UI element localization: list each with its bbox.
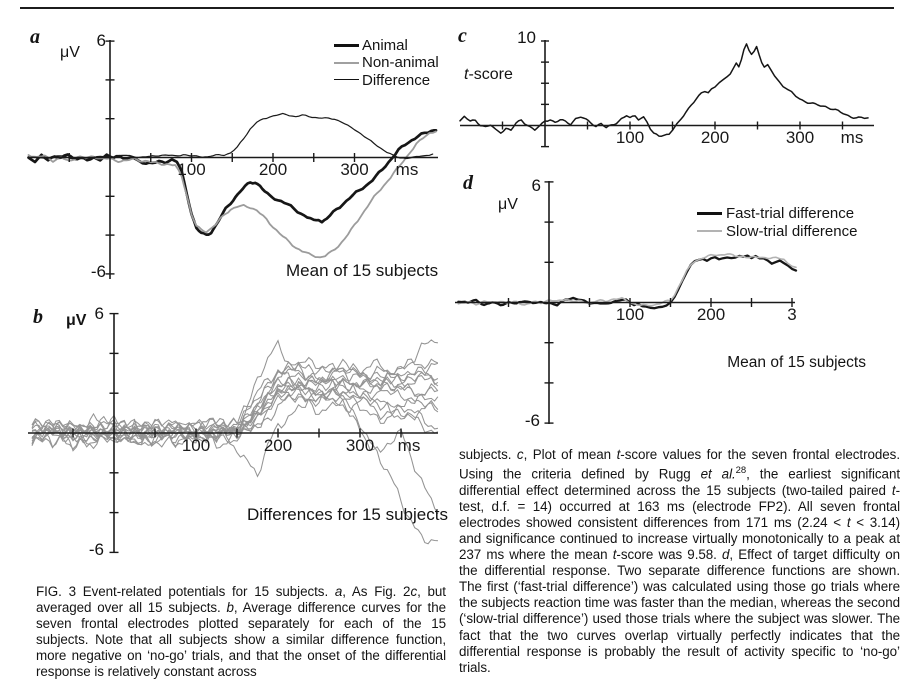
panel-d-y-max-label: 6 <box>531 176 541 195</box>
legend-line-slow-trial <box>697 230 722 232</box>
figure-caption-right: subjects. c, Plot of mean t-score values for the seven frontal electrodes. Using the criteria defined by Rugg et al.$^{28}$, the earliest significant differential effect determined across the 15 subjects (two-tailed paired t-test, d.f. = 14) occurred at 163 ms (electrode FP2). All seven frontal electrodes showed consistent differences from 171 ms (2.24 < t < 3.14) and significance continued to increase virtually monotonically to a peak at 237 ms where the mean t-score was 9.58. d, Effect of target difficulty on the differential response. Two separate difference functions are shown. The first (‘fast-trial difference’) was calculated using those go trials where the subjects reaction time was faster than the median, whereas the second (‘slow-trial difference’) used those trials where the subject was slower. The fact that the two curves overlap virtually perfectly indicates that the differential response is probably the result of activity specific to ‘no-go’ trials. <box>459 447 901 675</box>
panel-a-y-max-label: 6 <box>96 31 106 50</box>
legend-line-difference <box>334 79 359 80</box>
subject-difference-trace <box>32 377 438 514</box>
panel-d-annotation: Mean of 15 subjects <box>727 354 866 371</box>
legend-label-fast-trial: Fast-trial difference <box>726 205 855 222</box>
panel-b-y-max-label: 6 <box>94 304 104 323</box>
legend-line-fast-trial <box>697 212 722 215</box>
legend-label-non-animal: Non-animal <box>362 54 439 71</box>
panel-b-annotation: Differences for 15 subjects <box>247 505 448 524</box>
x-tick-label: 200 <box>263 436 293 455</box>
panel-a-y-min-label: -6 <box>90 262 106 281</box>
panel-d-y-min-label: -6 <box>524 411 540 430</box>
legend-label-animal: Animal <box>362 36 408 54</box>
panel-a-label: a <box>30 26 40 48</box>
legend-line-animal <box>334 44 359 47</box>
series-difference <box>29 113 433 158</box>
panel-c-y-max-label: 10 <box>517 28 536 47</box>
x-axis-unit-label: ms <box>840 128 864 147</box>
x-tick-label: 100 <box>181 436 211 455</box>
legend-line-non-animal <box>334 62 359 64</box>
series-animal <box>29 130 437 234</box>
panel-a-annotation: Mean of 15 subjects <box>286 261 439 280</box>
x-tick-label: 300 <box>345 436 375 455</box>
x-tick-label: 100 <box>177 160 206 179</box>
x-axis-unit-label: ms <box>397 436 421 455</box>
x-tick-label: 200 <box>700 128 730 147</box>
series-t-score <box>460 44 868 136</box>
panel-d-label: d <box>463 172 473 194</box>
series-slow-trial-difference <box>458 254 796 306</box>
legend-label-difference: Difference <box>362 71 431 89</box>
figure-caption-left: FIG. 3 Event-related potentials for 15 subjects. a, As Fig. 2c, but averaged over all 15 subjects. b, Average difference curves for the seven frontal electrodes plotted separately for each of the 15 subjects. Note that all subjects show a similar difference function, more negative on ‘no-go’ trials, and that the onset of the differential response is relatively constant across <box>36 584 447 680</box>
legend-label-slow-trial: Slow-trial difference <box>726 223 858 240</box>
panel-c-y-axis-label: t-score <box>464 66 513 83</box>
series-non-animal <box>29 132 437 258</box>
x-tick-label: 100 <box>615 305 645 324</box>
x-tick-label: 300 <box>785 128 815 147</box>
panel-c-label: c <box>458 25 467 47</box>
panel-b-y-axis-unit: μV <box>66 312 87 329</box>
x-axis-unit-label: ms <box>395 160 419 179</box>
x-tick-label: 300 <box>340 160 369 179</box>
panel-b-y-min-label: -6 <box>88 540 104 559</box>
panel-b-label: b <box>33 306 43 328</box>
x-tick-label: 200 <box>258 160 288 179</box>
x-tick-label: 100 <box>615 128 645 147</box>
panel-a-y-axis-unit: μV <box>60 44 80 61</box>
x-tick-label: 3 <box>787 305 797 324</box>
panel-d-y-axis-unit: μV <box>498 196 518 213</box>
x-tick-label: 200 <box>696 305 726 324</box>
